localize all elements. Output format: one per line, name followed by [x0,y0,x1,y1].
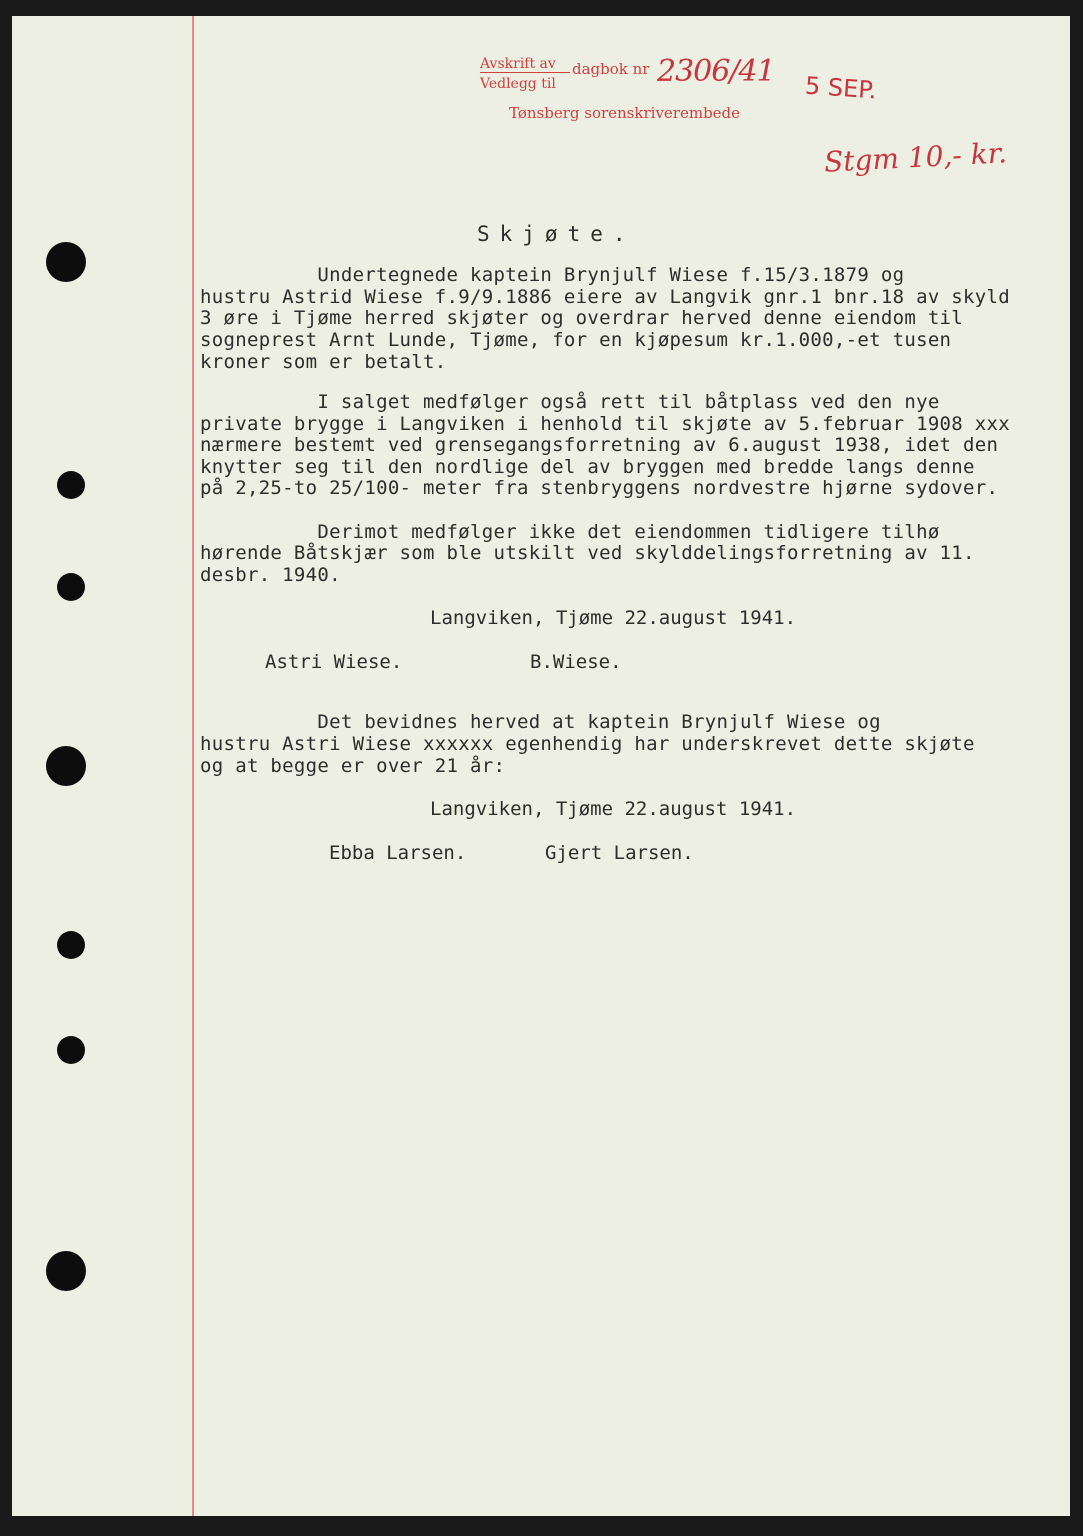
text-line: Det bevidnes herved at kaptein Brynjulf Wiese og [200,711,881,733]
punch-hole [46,242,86,282]
text-line: på 2,25-to 25/100- meter fra stenbryggens nordvestre hjørne sydover. [200,477,999,499]
handwritten-journal-number: 2306/41 [657,54,775,89]
document-title: Skjøte. [477,222,636,246]
witness-signature: Ebba Larsen. [329,842,467,864]
stamp-dagbok: dagbok nr [572,60,650,78]
text-line: sogneprest Arnt Lunde, Tjøme, for en kjøpesum kr.1.000,-et tusen [200,329,952,351]
witness-signature: Gjert Larsen. [545,842,694,864]
date-stamp: 5 SEP. [804,71,878,105]
text-line: knytter seg til den nordlige del av bryggen med bredde langs denne [200,456,975,478]
document-page [12,16,1070,1516]
text-line: hørende Båtskjær som ble utskilt ved skylddelingsforretning av 11. [200,542,975,564]
place-date: Langviken, Tjøme 22.august 1941. [430,607,797,629]
text-line: kroner som er betalt. [200,351,447,373]
text-line: 3 øre i Tjøme herred skjøter og overdrar herved denne eiendom til [200,307,964,329]
text-line: Undertegnede kaptein Brynjulf Wiese f.15/3.1879 og [200,264,905,286]
text-line: hustru Astri Wiese xxxxxx egenhendig har underskrevet dette skjøte [200,733,975,755]
text-line: og at begge er over 21 år: [200,755,506,777]
text-line: nærmere bestemt ved grensegangsforretning av 6.august 1938, idet den [200,434,999,456]
punch-hole [46,746,86,786]
stamp-vedlegg: Vedlegg til [480,76,556,92]
signature: Astri Wiese. [265,651,403,673]
text-line: private brygge i Langviken i henhold til skjøte av 5.februar 1908 xxx [200,413,1010,435]
text-line: Derimot medfølger ikke det eiendommen tidligere tilhø [200,521,940,543]
stamp-avskrift: Avskrift av [480,56,556,72]
margin-line [192,16,194,1516]
handwritten-fee: Stgm 10,- kr. [823,136,1008,179]
stamp-underline [480,72,570,73]
punch-hole [46,1251,86,1291]
punch-hole [57,931,85,959]
punch-hole [57,1036,85,1064]
punch-hole [57,573,85,601]
text-line: desbr. 1940. [200,564,341,586]
text-line: hustru Astrid Wiese f.9/9.1886 eiere av Langvik gnr.1 bnr.18 av skyld [200,286,1010,308]
place-date: Langviken, Tjøme 22.august 1941. [430,798,797,820]
stamp-office: Tønsberg sorenskriverembede [509,104,741,122]
signature: B.Wiese. [530,651,622,673]
text-line: I salget medfølger også rett til båtplass ved den nye [200,391,940,413]
punch-hole [57,471,85,499]
